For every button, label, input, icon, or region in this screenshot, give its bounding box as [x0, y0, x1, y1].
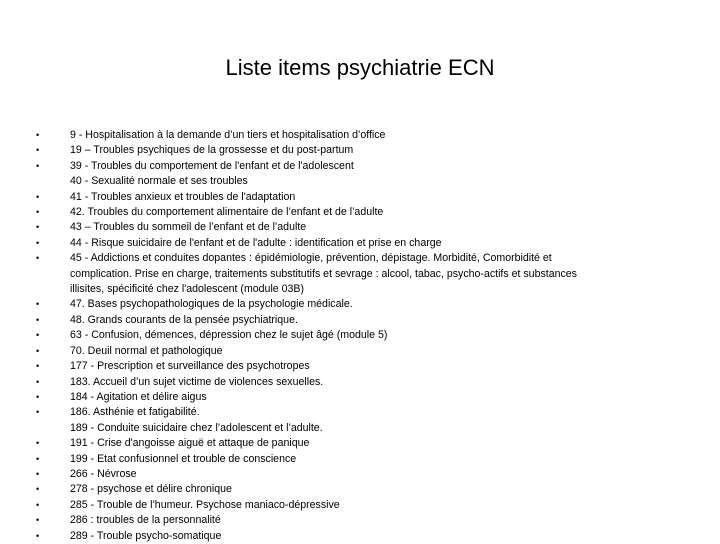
list-item	[0, 359, 720, 374]
bullet-icon: •	[36, 484, 40, 495]
list-item-text: 278 - psychose et délire chronique	[70, 483, 232, 496]
bullet-icon: •	[36, 453, 40, 464]
items-list	[0, 128, 720, 544]
list-item-text: 9 - Hospitalisation à la demande d’un tiers et hospitalisation d’office	[70, 129, 386, 141]
list-item-continuation: complication. Prise en charge, traitements substitutifs et sevrage : alcool, tabac, psycho-actifs et substances	[70, 267, 577, 280]
bullet-icon: •	[36, 345, 40, 356]
bullet-icon: •	[36, 391, 40, 402]
list-item	[0, 251, 720, 297]
bullet-icon: •	[36, 468, 40, 479]
bullet-icon: •	[36, 222, 40, 233]
list-item-continuation: 189 - Conduite suicidaire chez l’adolescent et l’adulte.	[70, 421, 323, 434]
bullet-icon: •	[36, 530, 40, 541]
list-item-text: 70. Deuil normal et pathologique	[70, 344, 223, 357]
list-item	[0, 159, 720, 190]
page-title: Liste items psychiatrie ECN	[225, 55, 495, 80]
list-item	[0, 190, 720, 205]
list-item-continuation: illisites, spécificité chez l'adolescent (module 03B)	[70, 283, 305, 296]
list-item-text: 286 : troubles de la personnalité	[70, 514, 221, 527]
list-item-text: 191 - Crise d'angoisse aiguë et attaque de panique	[70, 437, 310, 450]
list-item	[0, 498, 720, 513]
bullet-icon: •	[36, 499, 40, 510]
bullet-icon: •	[36, 145, 40, 156]
list-item-text: 41 - Troubles anxieux et troubles de l'adaptation	[70, 190, 296, 203]
list-item-text: 177 - Prescription et surveillance des psychotropes	[70, 360, 310, 373]
list-item	[0, 220, 720, 235]
list-item	[0, 482, 720, 497]
list-item	[0, 328, 720, 343]
list-item-text: 42. Troubles du comportement alimentaire de l’enfant et de l’adulte	[70, 206, 384, 219]
list-item-text: 43 – Troubles du sommeil de l’enfant et de l’adulte	[70, 221, 307, 234]
list-item-text: 44 - Risque suicidaire de l'enfant et de l'adulte : identification et prise en charge	[70, 236, 442, 249]
bullet-icon: •	[36, 438, 40, 449]
list-item	[0, 344, 720, 359]
list-item-text: 19 – Troubles psychiques de la grossesse et du post-partum	[70, 144, 354, 157]
bullet-icon: •	[36, 253, 40, 264]
bullet-icon: •	[36, 407, 40, 418]
list-item-text: 39 - Troubles du comportement de l'enfant et de l'adolescent	[70, 159, 354, 172]
bullet-icon: •	[36, 515, 40, 526]
list-item	[0, 390, 720, 405]
list-item-continuation: 40 - Sexualité normale et ses troubles	[70, 175, 248, 188]
bullet-icon: •	[36, 191, 40, 202]
list-item	[0, 297, 720, 312]
bullet-icon: •	[36, 299, 40, 310]
list-item-text: 266 - Névrose	[70, 467, 137, 480]
list-item-text: 186. Asthénie et fatigabilité.	[70, 406, 200, 419]
list-item	[0, 236, 720, 251]
bullet-icon: •	[36, 237, 40, 248]
list-item	[0, 405, 720, 436]
list-item	[0, 513, 720, 528]
list-item-text: 199 - Etat confusionnel et trouble de conscience	[70, 452, 297, 465]
bullet-icon: •	[36, 130, 40, 140]
list-item	[0, 375, 720, 390]
list-item-text: 47. Bases psychopathologiques de la psychologie médicale.	[70, 298, 353, 311]
list-item-text: 184 - Agitation et délire aigus	[70, 390, 207, 403]
list-item	[0, 143, 720, 158]
list-item-text: 63 - Confusion, démences, dépression chez le sujet âgé (module 5)	[70, 329, 388, 342]
bullet-icon: •	[36, 361, 40, 372]
bullet-icon: •	[36, 160, 40, 171]
list-item	[0, 205, 720, 220]
bullet-icon: •	[36, 330, 40, 341]
list-item	[0, 128, 720, 143]
bullet-icon: •	[36, 376, 40, 387]
list-item-text: 45 - Addictions et conduites dopantes : épidémiologie, prévention, dépistage. Morbidité, Comorbidité et	[70, 252, 552, 265]
list-item-text: 48. Grands courants de la pensée psychiatrique.	[70, 313, 298, 326]
list-item-text: 289 - Trouble psycho-somatique	[70, 529, 222, 542]
list-item	[0, 467, 720, 482]
list-item	[0, 313, 720, 328]
list-item-text: 183. Accueil d’un sujet victime de violences sexuelles.	[70, 375, 324, 388]
list-item-text: 285 - Trouble de l’humeur. Psychose maniaco-dépressive	[70, 498, 340, 511]
list-item	[0, 452, 720, 467]
list-item	[0, 529, 720, 544]
list-item	[0, 436, 720, 451]
bullet-icon: •	[36, 314, 40, 325]
bullet-icon: •	[36, 207, 40, 218]
